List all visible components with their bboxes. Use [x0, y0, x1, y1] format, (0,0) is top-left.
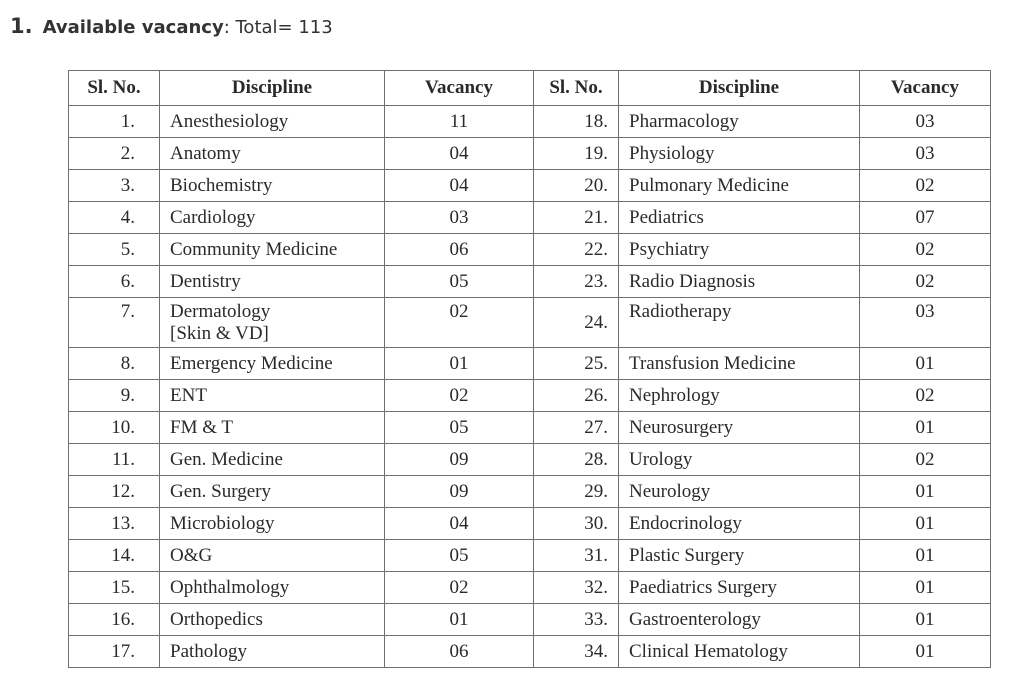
sl-no-cell: 26. — [534, 380, 619, 412]
vacancy-cell: 04 — [385, 508, 534, 540]
table-row — [69, 234, 991, 266]
vacancy-cell: 02 — [385, 572, 534, 604]
sl-no-cell: 10. — [69, 412, 160, 444]
discipline-cell: Plastic Surgery — [619, 540, 860, 572]
vacancy-cell: 01 — [860, 636, 991, 668]
vacancy-cell: 03 — [860, 138, 991, 170]
vacancy-table — [68, 70, 991, 668]
sl-no-cell: 16. — [69, 604, 160, 636]
sl-no-cell: 33. — [534, 604, 619, 636]
discipline-cell: Pediatrics — [619, 202, 860, 234]
sl-no-cell: 8. — [69, 348, 160, 380]
vacancy-cell: 02 — [860, 234, 991, 266]
table-row — [69, 202, 991, 234]
sl-no-cell: 14. — [69, 540, 160, 572]
sl-no-cell: 19. — [534, 138, 619, 170]
discipline-cell: Radiotherapy — [619, 298, 860, 348]
sl-no-cell: 21. — [534, 202, 619, 234]
sl-no-cell: 28. — [534, 444, 619, 476]
vacancy-cell: 04 — [385, 138, 534, 170]
discipline-cell: Pulmonary Medicine — [619, 170, 860, 202]
table-row — [69, 508, 991, 540]
table-row — [69, 540, 991, 572]
discipline-cell: Psychiatry — [619, 234, 860, 266]
discipline-cell: Anesthesiology — [160, 106, 385, 138]
table-row — [69, 636, 991, 668]
discipline-cell: ENT — [160, 380, 385, 412]
discipline-line: Dermatology — [170, 301, 271, 322]
header-discipline: Discipline — [619, 71, 860, 106]
discipline-cell: Endocrinology — [619, 508, 860, 540]
vacancy-cell: 02 — [860, 266, 991, 298]
sl-no-cell: 3. — [69, 170, 160, 202]
table-row — [69, 348, 991, 380]
sl-no-cell: 27. — [534, 412, 619, 444]
vacancy-cell: 01 — [385, 348, 534, 380]
sl-no-cell: 25. — [534, 348, 619, 380]
sl-no-cell: 23. — [534, 266, 619, 298]
discipline-cell: Anatomy — [160, 138, 385, 170]
vacancy-cell: 09 — [385, 444, 534, 476]
sl-no-cell: 9. — [69, 380, 160, 412]
discipline-cell: O&G — [160, 540, 385, 572]
discipline-cell: Pathology — [160, 636, 385, 668]
header-vacancy: Vacancy — [385, 71, 534, 106]
header-sl-no: Sl. No. — [534, 71, 619, 106]
discipline-cell: Neurosurgery — [619, 412, 860, 444]
vacancy-cell: 01 — [860, 476, 991, 508]
vacancy-cell: 01 — [860, 572, 991, 604]
vacancy-cell: 03 — [385, 202, 534, 234]
discipline-cell: Gastroenterology — [619, 604, 860, 636]
discipline-cell: Physiology — [619, 138, 860, 170]
discipline-line: [Skin & VD] — [170, 323, 269, 344]
discipline-cell — [160, 298, 385, 348]
sl-no-cell: 17. — [69, 636, 160, 668]
vacancy-cell: 01 — [860, 412, 991, 444]
sl-no-cell: 11. — [69, 444, 160, 476]
discipline-cell: Gen. Medicine — [160, 444, 385, 476]
table-row — [69, 138, 991, 170]
section-number: 1. — [10, 14, 33, 38]
table-row — [69, 170, 991, 202]
vacancy-cell: 01 — [385, 604, 534, 636]
header-discipline: Discipline — [160, 71, 385, 106]
discipline-cell: Community Medicine — [160, 234, 385, 266]
section-heading — [10, 14, 333, 38]
table-row — [69, 444, 991, 476]
table-row — [69, 380, 991, 412]
sl-no-cell: 30. — [534, 508, 619, 540]
discipline-cell: Radio Diagnosis — [619, 266, 860, 298]
table-row — [69, 298, 991, 348]
sl-no-cell: 6. — [69, 266, 160, 298]
table-row — [69, 572, 991, 604]
discipline-cell: Orthopedics — [160, 604, 385, 636]
vacancy-cell: 02 — [860, 170, 991, 202]
sl-no-cell: 31. — [534, 540, 619, 572]
discipline-cell: Paediatrics Surgery — [619, 572, 860, 604]
vacancy-cell: 06 — [385, 636, 534, 668]
sl-no-cell: 22. — [534, 234, 619, 266]
discipline-cell: Dentistry — [160, 266, 385, 298]
table-header-row — [69, 71, 991, 106]
sl-no-cell: 24. — [534, 298, 619, 348]
vacancy-cell: 05 — [385, 412, 534, 444]
vacancy-cell: 04 — [385, 170, 534, 202]
vacancy-cell: 02 — [860, 380, 991, 412]
vacancy-cell: 05 — [385, 266, 534, 298]
vacancy-cell: 01 — [860, 540, 991, 572]
vacancy-cell: 06 — [385, 234, 534, 266]
vacancy-cell: 03 — [860, 106, 991, 138]
sl-no-cell: 15. — [69, 572, 160, 604]
sl-no-cell: 13. — [69, 508, 160, 540]
discipline-cell: Nephrology — [619, 380, 860, 412]
sl-no-cell: 18. — [534, 106, 619, 138]
discipline-cell: Cardiology — [160, 202, 385, 234]
sl-no-cell: 32. — [534, 572, 619, 604]
sl-no-cell: 5. — [69, 234, 160, 266]
sl-no-cell: 1. — [69, 106, 160, 138]
vacancy-cell: 01 — [860, 348, 991, 380]
discipline-cell: Neurology — [619, 476, 860, 508]
sl-no-cell: 7. — [69, 298, 160, 348]
discipline-cell: FM & T — [160, 412, 385, 444]
discipline-cell: Gen. Surgery — [160, 476, 385, 508]
discipline-cell: Transfusion Medicine — [619, 348, 860, 380]
discipline-cell: Microbiology — [160, 508, 385, 540]
vacancy-cell: 02 — [860, 444, 991, 476]
discipline-cell: Emergency Medicine — [160, 348, 385, 380]
table-row — [69, 604, 991, 636]
vacancy-cell: 01 — [860, 508, 991, 540]
table-row — [69, 266, 991, 298]
vacancy-cell: 09 — [385, 476, 534, 508]
vacancy-cell: 02 — [385, 380, 534, 412]
vacancy-cell: 11 — [385, 106, 534, 138]
table-row — [69, 476, 991, 508]
table-row — [69, 412, 991, 444]
sl-no-cell: 20. — [534, 170, 619, 202]
vacancy-cell: 03 — [860, 298, 991, 348]
header-sl-no: Sl. No. — [69, 71, 160, 106]
discipline-cell: Ophthalmology — [160, 572, 385, 604]
vacancy-cell: 02 — [385, 298, 534, 348]
table-row — [69, 106, 991, 138]
sl-no-cell: 2. — [69, 138, 160, 170]
vacancy-cell: 07 — [860, 202, 991, 234]
header-vacancy: Vacancy — [860, 71, 991, 106]
vacancy-total: : Total= 113 — [223, 17, 333, 38]
vacancy-cell: 01 — [860, 604, 991, 636]
discipline-cell: Clinical Hematology — [619, 636, 860, 668]
section-label: Available vacancy — [42, 17, 224, 38]
sl-no-cell: 34. — [534, 636, 619, 668]
sl-no-cell: 4. — [69, 202, 160, 234]
sl-no-cell: 29. — [534, 476, 619, 508]
discipline-cell: Biochemistry — [160, 170, 385, 202]
discipline-cell: Urology — [619, 444, 860, 476]
vacancy-cell: 05 — [385, 540, 534, 572]
discipline-cell: Pharmacology — [619, 106, 860, 138]
sl-no-cell: 12. — [69, 476, 160, 508]
